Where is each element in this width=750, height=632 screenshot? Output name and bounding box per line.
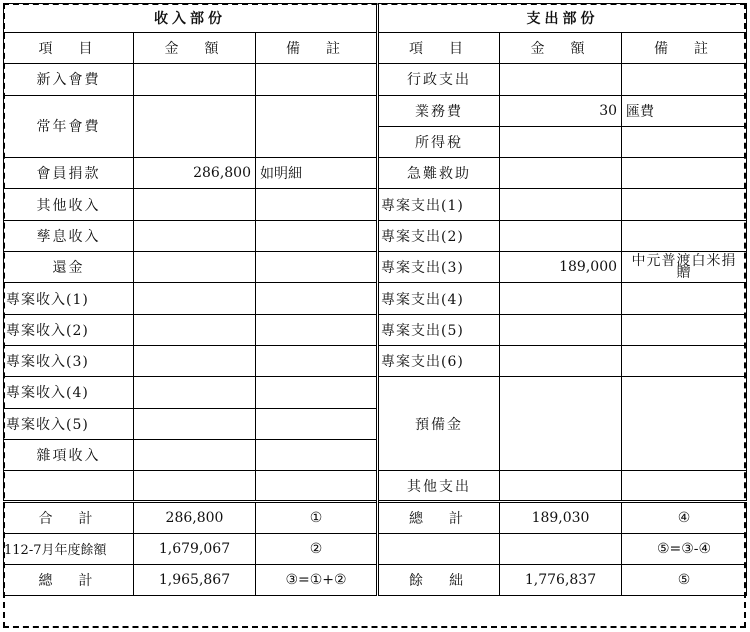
expense-item: 專案支出(1)	[378, 189, 500, 220]
expense-note	[622, 126, 747, 157]
expense-amount	[500, 220, 622, 251]
expense-amount	[500, 64, 622, 95]
income-amount	[134, 345, 256, 376]
expense-blank-label	[378, 533, 500, 564]
income-amount	[134, 377, 256, 408]
income-item: 常年會費	[4, 95, 134, 158]
expense-note: 匯費	[622, 95, 747, 126]
income-amount	[134, 439, 256, 470]
income-note: 如明細	[256, 158, 378, 189]
expense-item: 業務費	[378, 95, 500, 126]
expense-item: 預備金	[378, 377, 500, 471]
expense-item: 專案支出(2)	[378, 220, 500, 251]
income-amount	[134, 95, 256, 158]
expense-note	[622, 283, 747, 314]
income-item: 專案收入(5)	[4, 408, 134, 439]
table-row	[4, 220, 747, 251]
expense-amount	[500, 189, 622, 220]
income-amount	[134, 471, 256, 502]
expense-item: 其他支出	[378, 471, 500, 502]
income-grand-total-note: ③=①+②	[256, 565, 378, 596]
table-row	[4, 252, 747, 283]
column-header-row	[4, 33, 747, 64]
income-item: 其他收入	[4, 189, 134, 220]
income-item: 專案收入(3)	[4, 345, 134, 376]
expense-amount	[500, 345, 622, 376]
table-row	[4, 189, 747, 220]
expense-amount	[500, 158, 622, 189]
expense-blank-amount	[500, 533, 622, 564]
income-note	[256, 189, 378, 220]
income-subtotal-note: ①	[256, 502, 378, 533]
section-title-row	[4, 4, 747, 33]
income-amount: 286,800	[134, 158, 256, 189]
income-note	[256, 345, 378, 376]
income-note	[256, 408, 378, 439]
summary-row	[4, 565, 747, 596]
expense-total-note: ④	[622, 502, 747, 533]
expense-note: 中元普渡白米捐贈	[622, 252, 747, 283]
income-note	[256, 377, 378, 408]
ledger-sheet	[3, 3, 746, 628]
expense-item: 急難救助	[378, 158, 500, 189]
table-row	[4, 283, 747, 314]
expense-formula-note: ⑤=③-④	[622, 533, 747, 564]
expense-total-amount: 189,030	[500, 502, 622, 533]
income-note	[256, 439, 378, 470]
income-carryover-note: ②	[256, 533, 378, 564]
expense-item: 專案支出(4)	[378, 283, 500, 314]
income-section-title: 收入部份	[4, 4, 378, 33]
expense-amount	[500, 314, 622, 345]
income-item: 會員捐款	[4, 158, 134, 189]
balance-amount: 1,776,837	[500, 565, 622, 596]
income-note-header: 備 註	[256, 33, 378, 64]
income-amount	[134, 64, 256, 95]
expense-item: 專案支出(6)	[378, 345, 500, 376]
income-amount-header: 金 額	[134, 33, 256, 64]
expense-item: 專案支出(5)	[378, 314, 500, 345]
income-amount	[134, 220, 256, 251]
table-row	[4, 64, 747, 95]
expense-item-header: 項 目	[378, 33, 500, 64]
expense-note	[622, 314, 747, 345]
expense-amount: 30	[500, 95, 622, 126]
income-note	[256, 471, 378, 502]
income-item: 專案收入(1)	[4, 283, 134, 314]
expense-note-header: 備 註	[622, 33, 747, 64]
income-item: 專案收入(2)	[4, 314, 134, 345]
expense-note	[622, 189, 747, 220]
income-note	[256, 314, 378, 345]
income-note	[256, 220, 378, 251]
table-row	[4, 471, 747, 502]
income-amount	[134, 189, 256, 220]
summary-row	[4, 533, 747, 564]
expense-note	[622, 345, 747, 376]
expense-item: 行政支出	[378, 64, 500, 95]
income-expense-table	[3, 3, 747, 596]
income-item-header: 項 目	[4, 33, 134, 64]
income-item	[4, 471, 134, 502]
summary-row	[4, 502, 747, 533]
income-amount	[134, 283, 256, 314]
income-item: 雜項收入	[4, 439, 134, 470]
income-amount	[134, 314, 256, 345]
expense-note	[622, 158, 747, 189]
income-note	[256, 95, 378, 158]
income-carryover-amount: 1,679,067	[134, 533, 256, 564]
balance-note: ⑤	[622, 565, 747, 596]
expense-amount	[500, 126, 622, 157]
income-note	[256, 64, 378, 95]
income-item: 新入會費	[4, 64, 134, 95]
income-grand-total-label: 總 計	[4, 565, 134, 596]
expense-note	[622, 220, 747, 251]
expense-note	[622, 64, 747, 95]
expense-note	[622, 377, 747, 471]
table-row	[4, 377, 747, 408]
income-item: 專案收入(4)	[4, 377, 134, 408]
income-grand-total-amount: 1,965,867	[134, 565, 256, 596]
income-subtotal-label: 合 計	[4, 502, 134, 533]
table-row	[4, 345, 747, 376]
income-amount	[134, 408, 256, 439]
expense-amount	[500, 283, 622, 314]
income-subtotal-amount: 286,800	[134, 502, 256, 533]
balance-label: 餘 絀	[378, 565, 500, 596]
expense-amount	[500, 377, 622, 471]
income-note	[256, 283, 378, 314]
expense-item: 專案支出(3)	[378, 252, 500, 283]
expense-section-title: 支出部份	[378, 4, 747, 33]
expense-amount-header: 金 額	[500, 33, 622, 64]
expense-amount	[500, 471, 622, 502]
income-item: 還金	[4, 252, 134, 283]
expense-amount: 189,000	[500, 252, 622, 283]
table-row	[4, 314, 747, 345]
table-row	[4, 158, 747, 189]
income-note	[256, 252, 378, 283]
income-carryover-label: 112-7月年度餘額	[4, 533, 134, 564]
income-amount	[134, 252, 256, 283]
expense-total-label: 總 計	[378, 502, 500, 533]
income-item: 孳息收入	[4, 220, 134, 251]
expense-item: 所得稅	[378, 126, 500, 157]
expense-note	[622, 471, 747, 502]
table-row	[4, 95, 747, 126]
